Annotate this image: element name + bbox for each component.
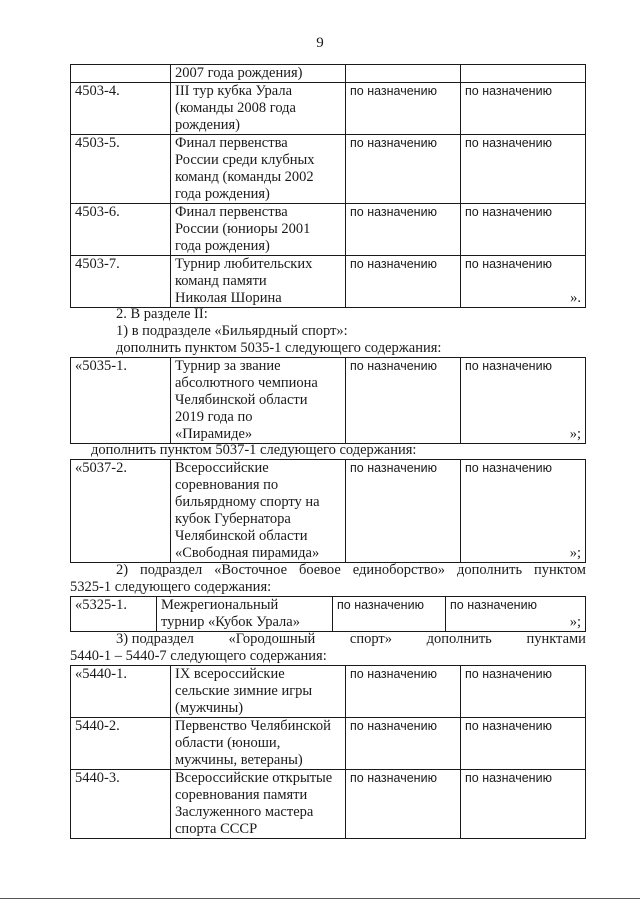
cell-code: [71, 65, 171, 83]
event-name-line: команд памяти: [175, 273, 267, 289]
column-4-value: по назначению: [465, 359, 552, 373]
cell-column-4: [461, 204, 586, 256]
column-4-value: по назначению: [465, 667, 552, 681]
cell-column-3: [346, 256, 461, 308]
column-4-value: по назначению: [465, 771, 552, 785]
closing-quote-mark: ».: [570, 290, 581, 306]
paragraph-add-5035: дополнить пунктом 5035-1 следующего содержания:: [116, 340, 442, 356]
column-4-value: по назначению: [465, 84, 552, 98]
event-name-line: России (юниоры 2001: [175, 221, 311, 237]
cell-code: 4503-4.: [71, 83, 171, 135]
column-3-value: по назначению: [350, 84, 437, 98]
cell-column-4: [461, 718, 586, 770]
cell-event-name: [171, 204, 346, 256]
closing-quote-mark: »;: [569, 426, 581, 442]
paragraph-word: единоборство»: [352, 562, 446, 578]
paragraph-word: боевое: [298, 562, 341, 578]
column-4-value: по назначению: [465, 205, 552, 219]
cell-column-3: [346, 65, 461, 83]
column-4-value: по назначению: [465, 461, 552, 475]
paragraph-martial-line1: [116, 562, 586, 579]
event-name-line: IX всероссийские: [175, 666, 285, 682]
closing-quote-mark: »;: [569, 614, 581, 630]
cell-event-name: [171, 65, 346, 83]
paragraph-word: дополнить: [456, 562, 523, 578]
cell-code: 4503-5.: [71, 135, 171, 204]
event-name-line: Финал первенства: [175, 204, 288, 220]
table-row: [71, 65, 586, 83]
closing-quote-mark: »;: [569, 545, 581, 561]
event-name-line: Николая Шорина: [175, 290, 282, 306]
event-name-line: спорта СССР: [175, 821, 258, 837]
table-row: [71, 597, 586, 632]
cell-column-4: [461, 358, 586, 444]
event-name-line: абсолютного чемпиона: [175, 375, 318, 391]
paragraph-word: пунктом: [534, 562, 586, 578]
paragraph-word: дополнить: [426, 631, 492, 647]
cell-code: «5325-1.: [71, 597, 157, 632]
paragraph-word: 3) подраздел: [116, 631, 194, 647]
cell-code: «5037-2.: [71, 460, 171, 563]
event-name-line: «Пирамиде»: [175, 426, 253, 442]
page-number: 9: [316, 35, 324, 51]
cell-column-3: [346, 358, 461, 444]
cell-spacer: [465, 477, 581, 545]
cell-event-name: [171, 770, 346, 839]
column-3-value: по назначению: [350, 771, 437, 785]
column-3-value: по назначению: [350, 719, 437, 733]
table-row: [71, 135, 586, 204]
cell-code: 5440-2.: [71, 718, 171, 770]
table-row: [71, 83, 586, 135]
event-name-line: «Свободная пирамида»: [175, 545, 320, 561]
event-name-line: Турнир за звание: [175, 358, 281, 374]
event-name-line: Финал первенства: [175, 135, 288, 151]
cell-column-4: [461, 256, 586, 308]
event-name-line: (команды 2008 года: [175, 100, 296, 116]
column-3-value: по назначению: [350, 205, 437, 219]
event-name-line: 2019 года по: [175, 409, 253, 425]
cell-column-4: [461, 65, 586, 83]
cell-column-4: [461, 666, 586, 718]
cell-code: «5035-1.: [71, 358, 171, 444]
table-row: [71, 204, 586, 256]
paragraph-section-2: 2. В разделе II:: [116, 306, 208, 322]
cell-event-name: [171, 83, 346, 135]
event-name-line: кубок Губернатора: [175, 511, 291, 527]
cell-column-3: [346, 770, 461, 839]
cell-event-name: [171, 666, 346, 718]
cell-event-name: [171, 358, 346, 444]
cell-event-name: [171, 135, 346, 204]
event-name-line: Турнир любительских: [175, 256, 313, 272]
event-name-line: Челябинской области: [175, 528, 308, 544]
event-name-line: турнир «Кубок Урала»: [161, 614, 300, 630]
table-5035: [70, 357, 586, 444]
cell-code: 4503-6.: [71, 204, 171, 256]
event-name-line: области (юноши,: [175, 735, 281, 751]
cell-column-4: [461, 135, 586, 204]
cell-spacer: [465, 273, 581, 290]
paragraph-word: спорт»: [349, 631, 392, 647]
event-name-line: Челябинской области: [175, 392, 308, 408]
cell-column-3: [346, 135, 461, 204]
table-5037: [70, 459, 586, 563]
event-name-line: команд (команды 2002: [175, 169, 314, 185]
cell-event-name: [171, 256, 346, 308]
cell-column-3: [346, 460, 461, 563]
event-name-line: III тур кубка Урала: [175, 83, 293, 99]
event-name-line: мужчины, ветераны): [175, 752, 303, 768]
paragraph-gorod-line2: 5440-1 – 5440-7 следующего содержания:: [70, 648, 327, 664]
table-4503: [70, 64, 586, 308]
cell-event-name: [157, 597, 333, 632]
cell-column-4: [461, 770, 586, 839]
event-name-line: России среди клубных: [175, 152, 315, 168]
event-name-line: Межрегиональный: [161, 597, 279, 613]
column-3-value: по назначению: [337, 598, 424, 612]
cell-code: 4503-7.: [71, 256, 171, 308]
event-name-line: рождения): [175, 117, 240, 133]
column-3-value: по назначению: [350, 359, 437, 373]
table-row: [71, 770, 586, 839]
cell-code: 5440-3.: [71, 770, 171, 839]
event-name-line: (мужчины): [175, 700, 244, 716]
cell-column-3: [346, 666, 461, 718]
table-row: [71, 460, 586, 563]
column-4-value: по назначению: [465, 719, 552, 733]
column-4-value: по назначению: [465, 257, 552, 271]
column-3-value: по назначению: [350, 461, 437, 475]
cell-column-4: [461, 460, 586, 563]
event-name-line: 2007 года рождения): [175, 65, 303, 81]
event-name-line: Первенство Челябинской: [175, 718, 331, 734]
cell-code: «5440-1.: [71, 666, 171, 718]
cell-column-3: [346, 718, 461, 770]
paragraph-word: 2): [116, 562, 129, 578]
table-row: [71, 718, 586, 770]
cell-column-4: [461, 83, 586, 135]
table-5325: [70, 596, 586, 632]
page-bottom-edge: [0, 898, 640, 899]
table-row: [71, 358, 586, 444]
paragraph-martial-line2: 5325-1 следующего содержания:: [70, 579, 272, 595]
column-3-value: по назначению: [350, 136, 437, 150]
table-row: [71, 256, 586, 308]
cell-column-3: [333, 597, 446, 632]
cell-spacer: [465, 375, 581, 426]
event-name-line: Всероссийские открытые: [175, 770, 333, 786]
paragraph-word: пунктами: [526, 631, 586, 647]
paragraph-word: подраздел: [140, 562, 203, 578]
table-5440: [70, 665, 586, 839]
event-name-line: года рождения): [175, 186, 270, 202]
column-3-value: по назначению: [350, 257, 437, 271]
paragraph-billiard-intro: 1) в подразделе «Бильярдный спорт»:: [116, 323, 348, 339]
table-row: [71, 666, 586, 718]
column-4-value: по назначению: [465, 136, 552, 150]
cell-column-4: [446, 597, 586, 632]
event-name-line: Заслуженного мастера: [175, 804, 314, 820]
paragraph-add-5037: дополнить пунктом 5037-1 следующего содержания:: [91, 442, 417, 458]
cell-event-name: [171, 460, 346, 563]
cell-event-name: [171, 718, 346, 770]
paragraph-word: «Городошный: [228, 631, 316, 647]
paragraph-gorod-line1: [116, 631, 586, 648]
column-4-value: по назначению: [450, 598, 537, 612]
column-3-value: по назначению: [350, 667, 437, 681]
event-name-line: соревнования по: [175, 477, 279, 493]
event-name-line: соревнования памяти: [175, 787, 308, 803]
event-name-line: Всероссийские: [175, 460, 269, 476]
event-name-line: года рождения): [175, 238, 270, 254]
cell-column-3: [346, 204, 461, 256]
paragraph-word: «Восточное: [214, 562, 288, 578]
cell-column-3: [346, 83, 461, 135]
event-name-line: сельские зимние игры: [175, 683, 313, 699]
event-name-line: бильярдному спорту на: [175, 494, 320, 510]
